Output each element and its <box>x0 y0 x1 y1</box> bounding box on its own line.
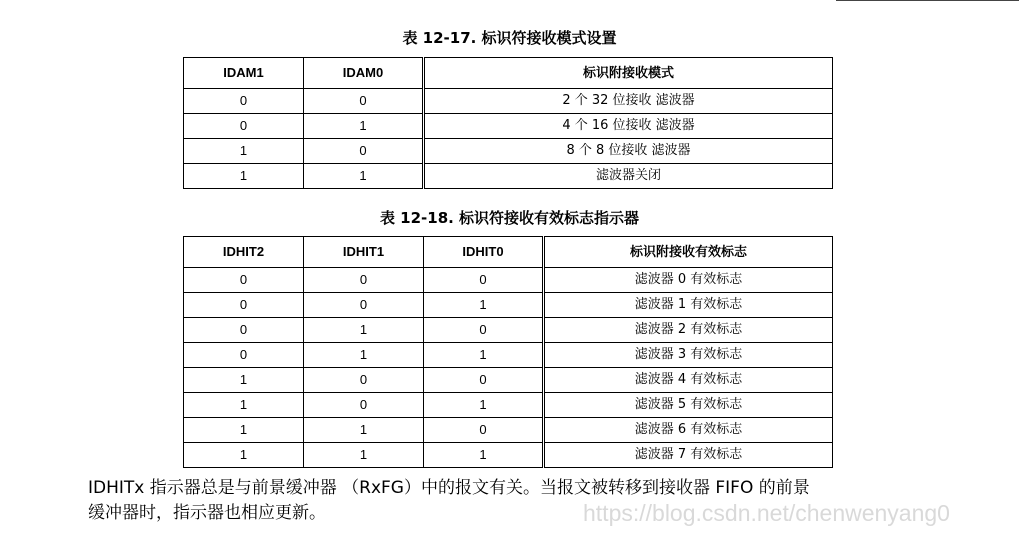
table-cell: 0 <box>424 268 544 293</box>
table2-header: 标识附接收有效标志 <box>544 237 833 268</box>
table-cell: 0 <box>424 418 544 443</box>
table-cell: 1 <box>424 293 544 318</box>
table-cell: 0 <box>184 89 304 114</box>
table-cell: 1 <box>424 393 544 418</box>
table-cell: 滤波器 6 有效标志 <box>544 418 833 443</box>
table-cell: 1 <box>424 343 544 368</box>
table-cell: 滤波器 4 有效标志 <box>544 368 833 393</box>
table-cell: 1 <box>304 318 424 343</box>
table-cell: 0 <box>184 114 304 139</box>
table-idhit-flags <box>183 236 833 468</box>
table-cell: 1 <box>184 393 304 418</box>
table-cell: 8 个 8 位接收 滤波器 <box>424 139 833 164</box>
table-cell: 1 <box>184 139 304 164</box>
table-cell: 0 <box>304 368 424 393</box>
table-cell: 0 <box>184 268 304 293</box>
table-row <box>184 343 833 368</box>
table-row <box>184 293 833 318</box>
table2-header: IDHIT0 <box>424 237 544 268</box>
table1-header-row <box>184 58 833 89</box>
table2-header: IDHIT2 <box>184 237 304 268</box>
table-cell: 0 <box>424 368 544 393</box>
table-cell: 滤波器 3 有效标志 <box>544 343 833 368</box>
table-cell: 0 <box>424 318 544 343</box>
table-cell: 1 <box>184 368 304 393</box>
top-rule <box>836 0 1019 1</box>
table2-caption: 表 12-18. 标识符接收有效标志指示器 <box>379 209 640 227</box>
table-cell: 滤波器 5 有效标志 <box>544 393 833 418</box>
table-cell: 0 <box>184 343 304 368</box>
table-row <box>184 268 833 293</box>
table-row <box>184 114 833 139</box>
table-row <box>184 164 833 189</box>
table-row <box>184 368 833 393</box>
table-cell: 1 <box>304 418 424 443</box>
table-row <box>184 443 833 468</box>
table-cell: 1 <box>304 164 424 189</box>
paragraph-line: IDHITx 指示器总是与前景缓冲器 （RxFG）中的报文有关。当报文被转移到接收器 FIFO 的前景 <box>88 478 810 498</box>
table-cell: 1 <box>304 343 424 368</box>
table1-header: 标识附接收模式 <box>424 58 833 89</box>
table-cell: 0 <box>304 393 424 418</box>
table-row <box>184 139 833 164</box>
table1-caption: 表 12-17. 标识符接收模式设置 <box>402 29 617 47</box>
table-cell: 滤波器 7 有效标志 <box>544 443 833 468</box>
table-row <box>184 318 833 343</box>
table1-header: IDAM1 <box>184 58 304 89</box>
table-cell: 滤波器 1 有效标志 <box>544 293 833 318</box>
watermark: https://blog.csdn.net/chenwenyang0 <box>583 500 950 526</box>
table-cell: 1 <box>304 443 424 468</box>
table-row <box>184 418 833 443</box>
table-cell: 1 <box>184 418 304 443</box>
table-cell: 1 <box>304 114 424 139</box>
table-idam-mode <box>183 57 833 189</box>
table-cell: 0 <box>304 268 424 293</box>
table-row <box>184 393 833 418</box>
paragraph-line: 缓冲器时，指示器也相应更新。 <box>88 503 326 523</box>
table-cell: 1 <box>184 443 304 468</box>
table-cell: 1 <box>184 164 304 189</box>
table-cell: 0 <box>304 89 424 114</box>
table-row <box>184 89 833 114</box>
table1-header: IDAM0 <box>304 58 424 89</box>
table2-header: IDHIT1 <box>304 237 424 268</box>
table2-header-row <box>184 237 833 268</box>
table-cell: 0 <box>304 139 424 164</box>
table-cell: 0 <box>304 293 424 318</box>
table-cell: 0 <box>184 318 304 343</box>
table-cell: 4 个 16 位接收 滤波器 <box>424 114 833 139</box>
table-cell: 滤波器 2 有效标志 <box>544 318 833 343</box>
table-cell: 1 <box>424 443 544 468</box>
table-cell: 0 <box>184 293 304 318</box>
table-cell: 滤波器关闭 <box>424 164 833 189</box>
table-cell: 滤波器 0 有效标志 <box>544 268 833 293</box>
table-cell: 2 个 32 位接收 滤波器 <box>424 89 833 114</box>
